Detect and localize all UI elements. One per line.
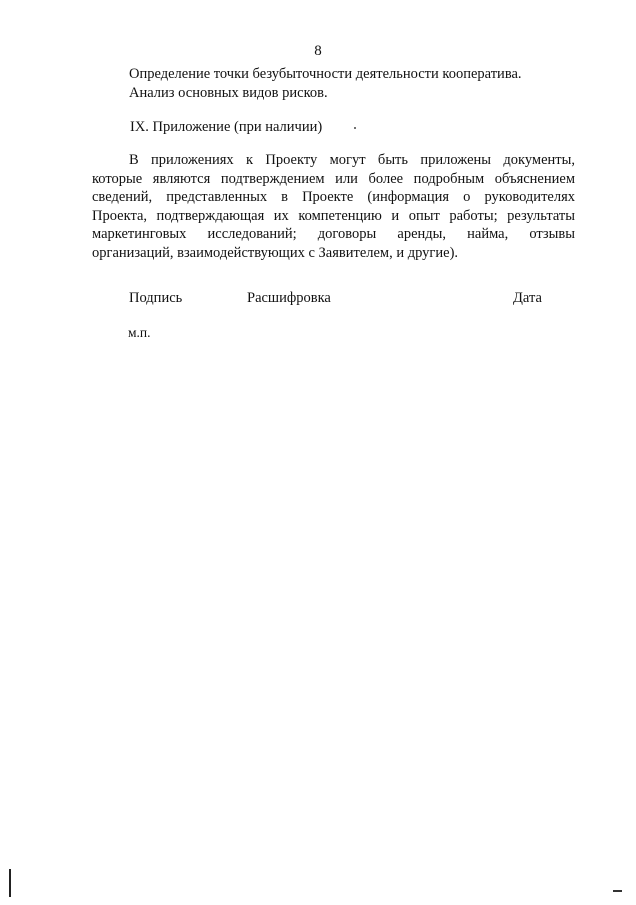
appendix-paragraph: [92, 151, 575, 263]
scan-edge-mark: [613, 890, 622, 892]
paragraph-line: сведений, представленных в Проекте (информация о руководителях: [92, 189, 575, 206]
scan-speck: [354, 127, 356, 129]
section-heading: IX. Приложение (при наличии): [130, 119, 323, 135]
paragraph-line: организаций, взаимодействующих с Заявителем, и другие).: [92, 244, 459, 261]
date-label: Дата: [513, 290, 542, 306]
paragraph-line: маркетинговых исследований; договоры аренды, найма, отзывы: [92, 226, 575, 243]
scan-edge-mark: [9, 869, 11, 897]
decoding-label: Расшифровка: [247, 290, 331, 306]
risk-analysis-line: Анализ основных видов рисков.: [129, 85, 328, 101]
paragraph-line: Проекта, подтверждающая их компетенцию и опыт работы; результаты: [92, 207, 575, 224]
signature-label: Подпись: [129, 290, 183, 306]
stamp-label: м.п.: [128, 325, 151, 340]
paragraph-line: которые являются подтверждением или более подробным объяснением: [92, 170, 575, 187]
page-number: 8: [314, 43, 322, 59]
breakeven-analysis-line: Определение точки безубыточности деятельности кооператива.: [129, 66, 522, 82]
paragraph-line: В приложениях к Проекту могут быть приложены документы,: [129, 152, 575, 168]
